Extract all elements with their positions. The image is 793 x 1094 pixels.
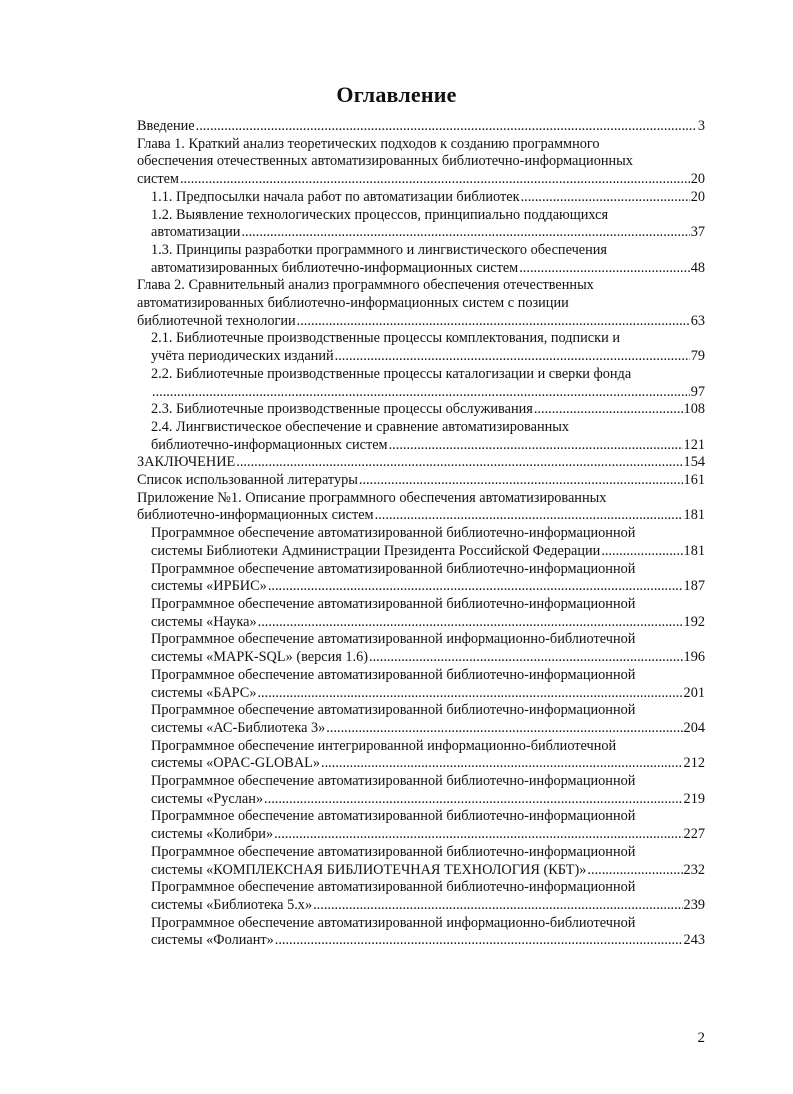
toc-entry-title: системы «АС-Библиотека 3» xyxy=(151,719,326,736)
toc-entry-last-line xyxy=(151,932,705,950)
toc-entry-title: Введение xyxy=(137,118,195,134)
toc-entry-last-line xyxy=(151,755,705,773)
toc-leader-dots xyxy=(534,401,683,419)
toc-entry-title-line: Программное обеспечение автоматизированной библиотечно-информационной xyxy=(151,595,636,612)
toc-page-number: 3 xyxy=(697,118,705,134)
toc-entry[interactable] xyxy=(137,490,705,525)
toc-leader-dots xyxy=(268,578,683,596)
toc-entry-title-line: Глава 2. Сравнительный анализ программного обеспечения отечественных xyxy=(137,277,594,294)
toc-entry-title-line: автоматизированных библиотечно-информационных систем с позиции xyxy=(137,295,569,312)
toc-entry-title-line: Программное обеспечение автоматизированной библиотечно-информационной xyxy=(151,773,636,790)
page-title: Оглавление xyxy=(336,82,457,107)
toc-entry[interactable] xyxy=(137,366,705,401)
table-of-contents xyxy=(137,118,705,950)
toc-page-number: 243 xyxy=(683,932,705,949)
toc-page-number: 181 xyxy=(683,542,705,559)
toc-page-number: 227 xyxy=(683,826,705,843)
toc-entry-title-line: Программное обеспечение автоматизированной библиотечно-информационной xyxy=(151,808,636,825)
toc-entry-last-line xyxy=(151,791,705,809)
toc-entry-title-line: 2.1. Библиотечные производственные процессы комплектования, подписки и xyxy=(151,330,620,347)
toc-entry[interactable] xyxy=(137,879,705,914)
toc-entry-title: автоматизированных библиотечно-информационных систем xyxy=(151,259,519,276)
toc-leader-dots xyxy=(297,313,690,331)
toc-leader-dots xyxy=(274,826,682,844)
toc-entry-title: системы «ИРБИС» xyxy=(151,578,267,595)
toc-entry-title: системы Библиотеки Администрации Президента Российской Федерации xyxy=(151,542,601,559)
toc-entry-last-line xyxy=(151,720,705,738)
toc-page-number: 97 xyxy=(690,383,705,400)
toc-page-number: 20 xyxy=(690,188,705,205)
toc-entry-last-line xyxy=(137,472,705,490)
toc-entry[interactable] xyxy=(137,667,705,702)
toc-page-number: 161 xyxy=(683,472,705,489)
toc-entry-last-line xyxy=(151,614,705,632)
toc-entry-title: системы «OPAC-GLOBAL» xyxy=(151,755,321,772)
toc-entry-last-line xyxy=(137,507,705,525)
toc-entry-last-line xyxy=(137,454,705,472)
toc-page-number: 121 xyxy=(683,436,705,453)
toc-leader-dots xyxy=(321,755,683,773)
toc-leader-dots xyxy=(275,932,683,950)
toc-entry[interactable] xyxy=(137,596,705,631)
toc-entry-last-line xyxy=(151,348,705,366)
toc-entry-last-line xyxy=(137,313,705,331)
toc-entry-title-line: 2.2. Библиотечные производственные процессы каталогизации и сверки фонда xyxy=(151,365,632,382)
toc-entry[interactable] xyxy=(137,118,705,136)
toc-entry-last-line xyxy=(151,649,705,667)
toc-leader-dots xyxy=(264,791,683,809)
toc-page-number: 212 xyxy=(683,755,705,772)
toc-page-number: 79 xyxy=(690,348,705,365)
toc-entry-title-line: Программное обеспечение автоматизированной библиотечно-информационной xyxy=(151,560,636,577)
toc-entry-title: 1.1. Предпосылки начала работ по автоматизации библиотек xyxy=(151,188,520,205)
toc-page-number: 204 xyxy=(683,719,705,736)
toc-entry-last-line xyxy=(151,260,705,278)
toc-page-number: 48 xyxy=(690,259,705,276)
toc-entry[interactable] xyxy=(137,472,705,490)
toc-entry-last-line xyxy=(137,171,705,189)
toc-entry-title-line: 1.3. Принципы разработки программного и лингвистического обеспечения xyxy=(151,241,607,258)
toc-page-number: 37 xyxy=(690,224,705,241)
toc-entry-last-line xyxy=(151,224,705,242)
toc-entry-title: системы «КОМПЛЕКСНАЯ БИБЛИОТЕЧНАЯ ТЕХНОЛОГИЯ (КБТ)» xyxy=(151,861,587,878)
toc-leader-dots xyxy=(519,260,689,278)
toc-entry-last-line xyxy=(151,826,705,844)
toc-entry-last-line xyxy=(151,384,705,402)
toc-entry[interactable] xyxy=(137,277,705,330)
toc-entry-title: системы «Колибри» xyxy=(151,826,274,843)
toc-entry-title-line: Программное обеспечение интегрированной информационно-библиотечной xyxy=(151,737,617,754)
toc-entry-title: библиотечно-информационных систем xyxy=(151,436,388,453)
toc-entry-title: системы «МАРК-SQL» (версия 1.6) xyxy=(151,649,369,666)
toc-entry-title: библиотечной технологии xyxy=(137,312,296,329)
toc-entry[interactable] xyxy=(137,773,705,808)
toc-entry-title: систем xyxy=(137,171,179,188)
toc-entry-title-line: Программное обеспечение автоматизированной библиотечно-информационной xyxy=(151,525,636,542)
toc-entry-title: системы «БАРС» xyxy=(151,684,257,701)
toc-entry-title: системы «Наука» xyxy=(151,613,257,630)
toc-entry[interactable] xyxy=(137,454,705,472)
toc-leader-dots xyxy=(236,454,682,472)
toc-entry[interactable] xyxy=(137,631,705,666)
toc-page-number: 154 xyxy=(683,454,705,471)
toc-entry-title: системы «Руслан» xyxy=(151,790,264,807)
toc-page-number: 187 xyxy=(683,578,705,595)
toc-entry-title-line: Программное обеспечение автоматизированной библиотечно-информационной xyxy=(151,843,636,860)
toc-leader-dots xyxy=(359,472,683,490)
toc-entry-title-line: Программное обеспечение автоматизированной библиотечно-информационной xyxy=(151,702,636,719)
toc-entry-last-line xyxy=(151,685,705,703)
toc-entry-title: 2.3. Библиотечные производственные процессы обслуживания xyxy=(151,401,533,418)
toc-entry-title: Список использованной литературы xyxy=(137,472,358,489)
toc-leader-dots xyxy=(196,118,697,136)
toc-leader-dots xyxy=(180,171,690,189)
toc-page-number: 239 xyxy=(683,896,705,913)
toc-entry[interactable] xyxy=(137,419,705,454)
toc-entry[interactable] xyxy=(137,915,705,950)
toc-entry-title-line: Программное обеспечение автоматизированной информационно-библиотечной xyxy=(151,631,636,648)
toc-entry-last-line xyxy=(151,543,705,561)
toc-leader-dots xyxy=(521,189,690,207)
toc-entry[interactable] xyxy=(137,808,705,843)
toc-entry-last-line xyxy=(151,897,705,915)
toc-entry[interactable] xyxy=(137,738,705,773)
toc-page-number: 232 xyxy=(683,861,705,878)
toc-entry-title: системы «Библиотека 5.х» xyxy=(151,896,313,913)
toc-page-number: 219 xyxy=(683,790,705,807)
toc-entry-title: автоматизации xyxy=(151,224,241,241)
toc-entry-last-line xyxy=(137,118,705,136)
toc-page-number: 201 xyxy=(683,684,705,701)
toc-entry[interactable] xyxy=(137,189,705,207)
toc-leader-dots xyxy=(375,507,683,525)
toc-leader-dots xyxy=(369,649,683,667)
toc-entry-title: системы «Фолиант» xyxy=(151,932,274,949)
toc-leader-dots xyxy=(313,897,682,915)
toc-entry-title-line: обеспечения отечественных автоматизированных библиотечно-информационных xyxy=(137,153,633,170)
toc-entry-last-line xyxy=(151,862,705,880)
toc-leader-dots xyxy=(152,384,690,402)
toc-entry[interactable] xyxy=(137,844,705,879)
toc-entry[interactable] xyxy=(137,702,705,737)
toc-page-number: 63 xyxy=(690,312,705,329)
toc-entry-title-line: 2.4. Лингвистическое обеспечение и сравнение автоматизированных xyxy=(151,418,570,435)
toc-entry-title-line: Приложение №1. Описание программного обеспечения автоматизированных xyxy=(137,489,607,506)
toc-leader-dots xyxy=(587,862,682,880)
toc-leader-dots xyxy=(257,685,682,703)
toc-leader-dots xyxy=(335,348,690,366)
toc-entry-last-line xyxy=(151,189,705,207)
toc-entry-title-line: Глава 1. Краткий анализ теоретических подходов к созданию программного xyxy=(137,135,600,152)
toc-entry[interactable] xyxy=(137,136,705,189)
toc-leader-dots xyxy=(241,224,689,242)
toc-entry-title: ЗАКЛЮЧЕНИЕ xyxy=(137,454,236,471)
toc-entry[interactable] xyxy=(137,401,705,419)
toc-entry[interactable] xyxy=(137,525,705,560)
toc-entry-title-line: Программное обеспечение автоматизированной библиотечно-информационной xyxy=(151,666,636,683)
toc-page-number: 108 xyxy=(683,401,705,418)
toc-entry-title-line: 1.2. Выявление технологических процессов, принципиально поддающихся xyxy=(151,206,609,223)
toc-entry-last-line xyxy=(151,578,705,596)
toc-entry-last-line xyxy=(151,437,705,455)
toc-entry-title: библиотечно-информационных систем xyxy=(137,507,374,524)
toc-leader-dots xyxy=(601,543,682,561)
toc-leader-dots xyxy=(326,720,682,738)
toc-leader-dots xyxy=(258,614,683,632)
toc-entry-title: учёта периодических изданий xyxy=(151,348,334,365)
toc-entry-title-line: Программное обеспечение автоматизированной библиотечно-информационной xyxy=(151,879,636,896)
toc-page-number: 20 xyxy=(690,171,705,188)
toc-entry[interactable] xyxy=(137,242,705,277)
page-number: 2 xyxy=(697,1030,705,1046)
toc-leader-dots xyxy=(389,437,683,455)
toc-page-number: 192 xyxy=(683,613,705,630)
toc-entry-title-line: Программное обеспечение автоматизированной информационно-библиотечной xyxy=(151,914,636,931)
toc-entry[interactable] xyxy=(137,330,705,365)
toc-page-number: 196 xyxy=(683,649,705,666)
toc-entry[interactable] xyxy=(137,561,705,596)
toc-entry[interactable] xyxy=(137,207,705,242)
toc-entry-last-line xyxy=(151,401,705,419)
toc-page-number: 181 xyxy=(683,507,705,524)
